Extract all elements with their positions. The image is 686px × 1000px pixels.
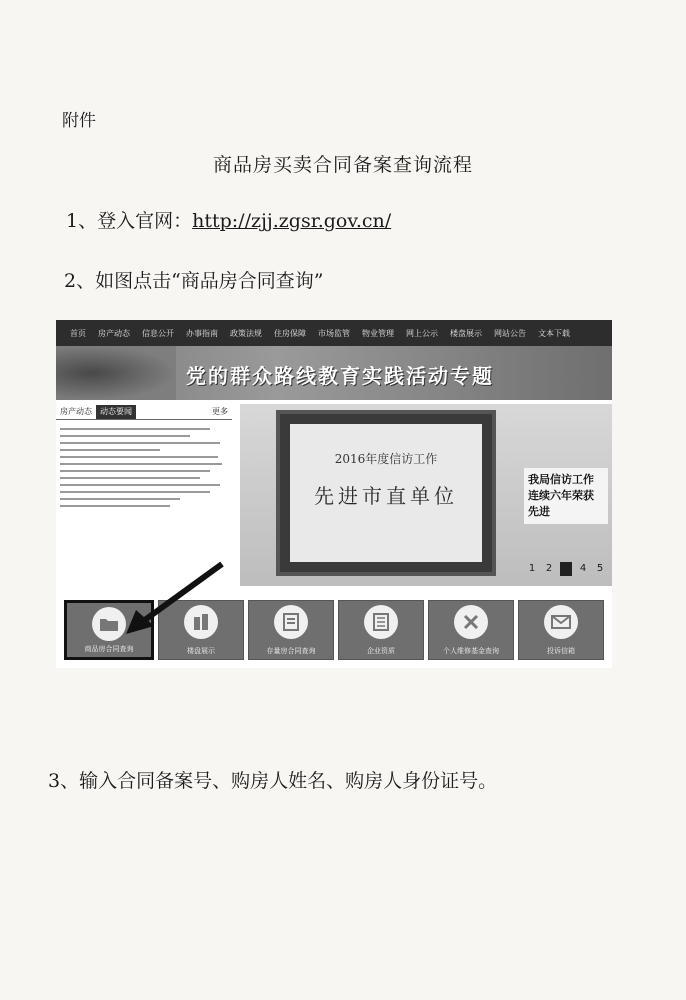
photo-caption: 我局信访工作连续六年荣获先进 <box>524 468 608 524</box>
list-item[interactable] <box>60 463 222 465</box>
tile-qualification[interactable] <box>338 600 424 660</box>
pager-1[interactable]: 1 <box>528 563 536 574</box>
nav-item-home[interactable]: 首页 <box>70 328 86 338</box>
nav-item-guide[interactable]: 办事指南 <box>186 328 218 338</box>
tile-label: 投诉信箱 <box>547 647 575 655</box>
award-plaque <box>276 410 496 576</box>
list-item[interactable] <box>60 449 160 451</box>
banner-ink-painting <box>56 346 176 400</box>
mail-icon <box>544 605 578 639</box>
tab-property-news[interactable]: 房产动态 <box>60 407 92 416</box>
nav-item-disclosure[interactable]: 信息公开 <box>142 328 174 338</box>
tile-label: 商品房合同查询 <box>84 645 134 653</box>
list-icon <box>364 605 398 639</box>
featured-photo[interactable] <box>240 404 612 586</box>
list-item[interactable] <box>60 470 210 472</box>
pager-3[interactable]: 3 <box>560 562 572 576</box>
banner-title: 党的群众路线教育实践活动专题 <box>186 364 494 388</box>
slide-pager <box>526 562 606 576</box>
nav-item-publicity[interactable]: 网上公示 <box>406 328 438 338</box>
nav-item-housing[interactable]: 住房保障 <box>274 328 306 338</box>
tile-complaint-mailbox[interactable] <box>518 600 604 660</box>
step-3: 3、输入合同备案号、购房人姓名、购房人身份证号。 <box>48 770 498 792</box>
plaque-year-text: 2016年度信访工作 <box>334 452 438 466</box>
list-item[interactable] <box>60 435 190 437</box>
document-title: 商品房买卖合同备案查询流程 <box>212 154 473 176</box>
nav-item-buildings[interactable]: 楼盘展示 <box>450 328 482 338</box>
nav-item-download[interactable]: 文本下载 <box>538 328 570 338</box>
step-1 <box>66 206 391 233</box>
step-2: 2、如图点击“商品房合同查询” <box>64 270 324 292</box>
tile-label: 楼盘展示 <box>187 647 215 655</box>
plaque-face <box>290 424 482 562</box>
list-item[interactable] <box>60 505 170 507</box>
tab-headlines[interactable]: 动态要闻 <box>96 405 136 419</box>
document-icon <box>274 605 308 639</box>
list-item[interactable] <box>60 498 180 500</box>
attachment-label: 附件 <box>62 111 96 131</box>
tile-label: 企业资质 <box>367 647 395 655</box>
list-item[interactable] <box>60 456 218 458</box>
list-item[interactable] <box>60 491 210 493</box>
official-site-link[interactable]: http://zjj.zgsr.gov.cn/ <box>192 210 392 232</box>
nav-item-property[interactable]: 物业管理 <box>362 328 394 338</box>
nav-item-notice[interactable]: 网站公告 <box>494 328 526 338</box>
news-list <box>56 420 232 507</box>
list-item[interactable] <box>60 442 220 444</box>
tools-icon <box>454 605 488 639</box>
pager-2[interactable]: 2 <box>545 563 553 574</box>
news-more-link[interactable]: 更多 <box>212 407 228 416</box>
list-item[interactable] <box>60 484 220 486</box>
nav-item-news[interactable]: 房产动态 <box>98 328 130 338</box>
pointer-arrow-icon <box>116 560 226 640</box>
plaque-main-text: 先进市直单位 <box>314 484 458 508</box>
tile-label: 存量房合同查询 <box>266 647 316 655</box>
website-screenshot <box>56 320 612 668</box>
nav-item-market[interactable]: 市场监管 <box>318 328 350 338</box>
site-nav-bar <box>56 320 612 346</box>
nav-item-policy[interactable]: 政策法规 <box>230 328 262 338</box>
news-tabs <box>56 404 232 420</box>
tile-existing-contract[interactable] <box>248 600 334 660</box>
pager-4[interactable]: 4 <box>579 563 587 574</box>
list-item[interactable] <box>60 477 200 479</box>
site-banner <box>56 346 612 400</box>
tile-repair-fund[interactable] <box>428 600 514 660</box>
list-item[interactable] <box>60 428 210 430</box>
tile-label: 个人维修基金查询 <box>443 647 499 655</box>
pager-5[interactable]: 5 <box>596 563 604 574</box>
step-1-text: 1、登入官网： <box>66 210 193 232</box>
